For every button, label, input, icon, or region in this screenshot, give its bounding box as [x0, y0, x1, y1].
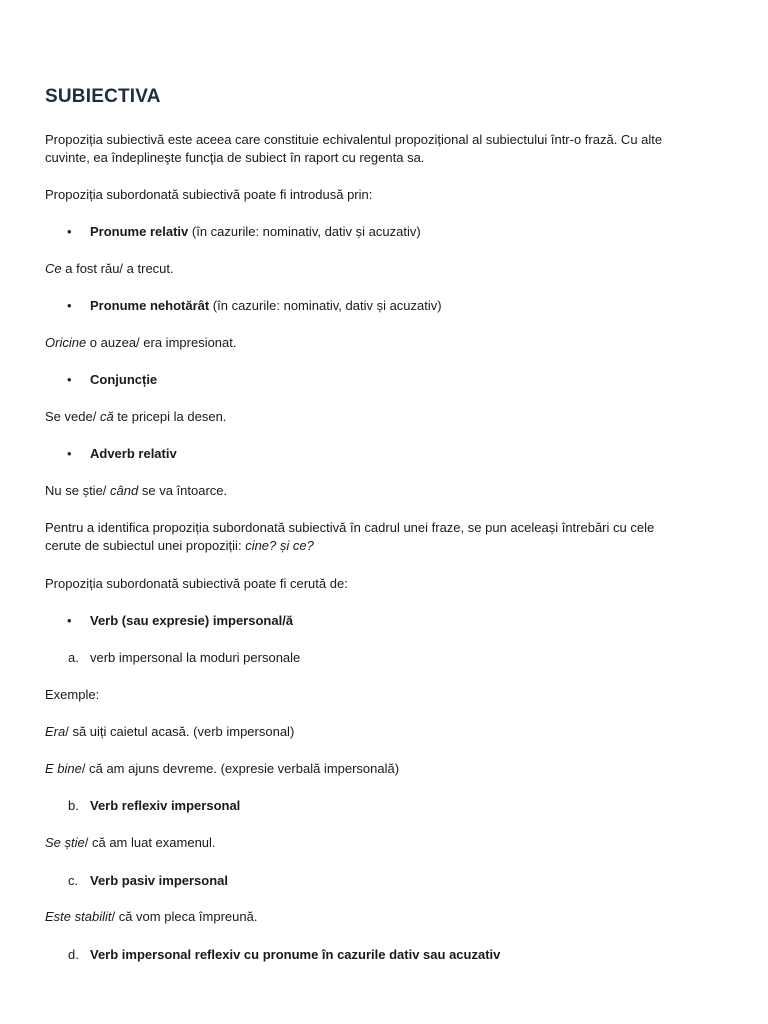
bullet-icon: •: [67, 298, 72, 313]
example-italic: că: [99, 409, 114, 424]
list-item-verb-impersonal: [90, 612, 293, 630]
identify-pre: cerute de subiectul unei propoziții:: [45, 538, 246, 553]
example-italic: Ce: [45, 261, 62, 276]
list-item-bold: Verb (sau expresie) impersonal/ă: [90, 613, 294, 628]
list-item-bold: Adverb relativ: [90, 446, 177, 461]
intro-line-1: Propoziția subiectivă este aceea care constituie echivalentul propozițional al subiectului într-o frază. Cu alte: [45, 132, 663, 147]
list-item-d: [90, 946, 500, 964]
bullet-icon: •: [67, 446, 72, 461]
list-item-b: [90, 797, 240, 815]
example-italic: E bine: [45, 761, 82, 776]
identify-line-1: Pentru a identifica propoziția subordonată subiectivă în cadrul unei fraze, se pun aceleași întrebări cu cele: [45, 520, 655, 535]
examples-label: Exemple:: [45, 687, 100, 702]
example-rest: o auzea/ era impresionat.: [86, 335, 237, 350]
example-line: [45, 760, 399, 778]
example-italic: când: [110, 483, 139, 498]
example-rest: se va întoarce.: [138, 483, 228, 498]
example-rest: / să uiți caietul acasă. (verb impersonal): [65, 724, 295, 739]
intro-line-2: cuvinte, ea îndeplineşte funcţia de subiect în raport cu regenta sa.: [45, 150, 425, 165]
list-item-bold: Pronume relativ: [90, 224, 189, 239]
list-marker: b.: [68, 798, 79, 813]
list-item-bold: Verb pasiv impersonal: [90, 873, 229, 888]
introduced-by-paragraph: Propoziția subordonată subiectivă poate fi introdusă prin:: [45, 187, 373, 202]
list-item-conjunctie: [90, 371, 157, 389]
bullet-icon: •: [67, 224, 72, 239]
identify-italic: cine? și ce?: [245, 538, 314, 553]
example-line: [45, 260, 174, 278]
list-item-rest: (în cazurile: nominativ, dativ și acuzativ): [209, 298, 442, 313]
example-pre: Se vede/: [45, 409, 100, 424]
bullet-icon: •: [67, 613, 72, 628]
example-italic: Oricine: [45, 335, 87, 350]
list-item-bold: Conjuncție: [90, 372, 158, 387]
example-line: [45, 834, 216, 852]
list-item-pronume-nehotarat: [90, 297, 442, 315]
list-marker: d.: [68, 947, 79, 962]
list-item-rest: (în cazurile: nominativ, dativ și acuzativ): [188, 224, 421, 239]
example-line: [45, 723, 294, 741]
example-rest: / că am luat examenul.: [84, 835, 216, 850]
bullet-icon: •: [67, 372, 72, 387]
example-line: [45, 908, 257, 926]
example-rest: / că am ajuns devreme. (expresie verbală impersonală): [81, 761, 400, 776]
list-marker: c.: [68, 873, 79, 888]
example-line: [45, 482, 227, 500]
list-item-a: verb impersonal la moduri personale: [90, 650, 301, 665]
list-item-pronume-relativ: [90, 223, 421, 241]
list-item-c: [90, 872, 228, 890]
list-marker: a.: [68, 650, 79, 665]
document-title: SUBIECTIVA: [45, 86, 161, 107]
list-item-bold: Pronume nehotărât: [90, 298, 210, 313]
example-italic: Este stabilit: [45, 909, 112, 924]
list-item-bold: Verb impersonal reflexiv cu pronume în cazurile dativ sau acuzativ: [90, 947, 501, 962]
list-item-bold: Verb reflexiv impersonal: [90, 798, 241, 813]
required-by-paragraph: Propoziția subordonată subiectivă poate fi cerută de:: [45, 576, 348, 591]
example-line: [45, 408, 226, 426]
example-line: [45, 334, 237, 352]
list-item-adverb-relativ: [90, 445, 177, 463]
example-italic: Se știe: [45, 835, 85, 850]
example-rest: a fost rău/ a trecut.: [61, 261, 174, 276]
example-pre: Nu se știe/: [45, 483, 111, 498]
example-italic: Era: [45, 724, 66, 739]
example-rest: / că vom pleca împreună.: [111, 909, 258, 924]
example-rest: te pricepi la desen.: [113, 409, 227, 424]
identify-line-2: [45, 537, 314, 555]
